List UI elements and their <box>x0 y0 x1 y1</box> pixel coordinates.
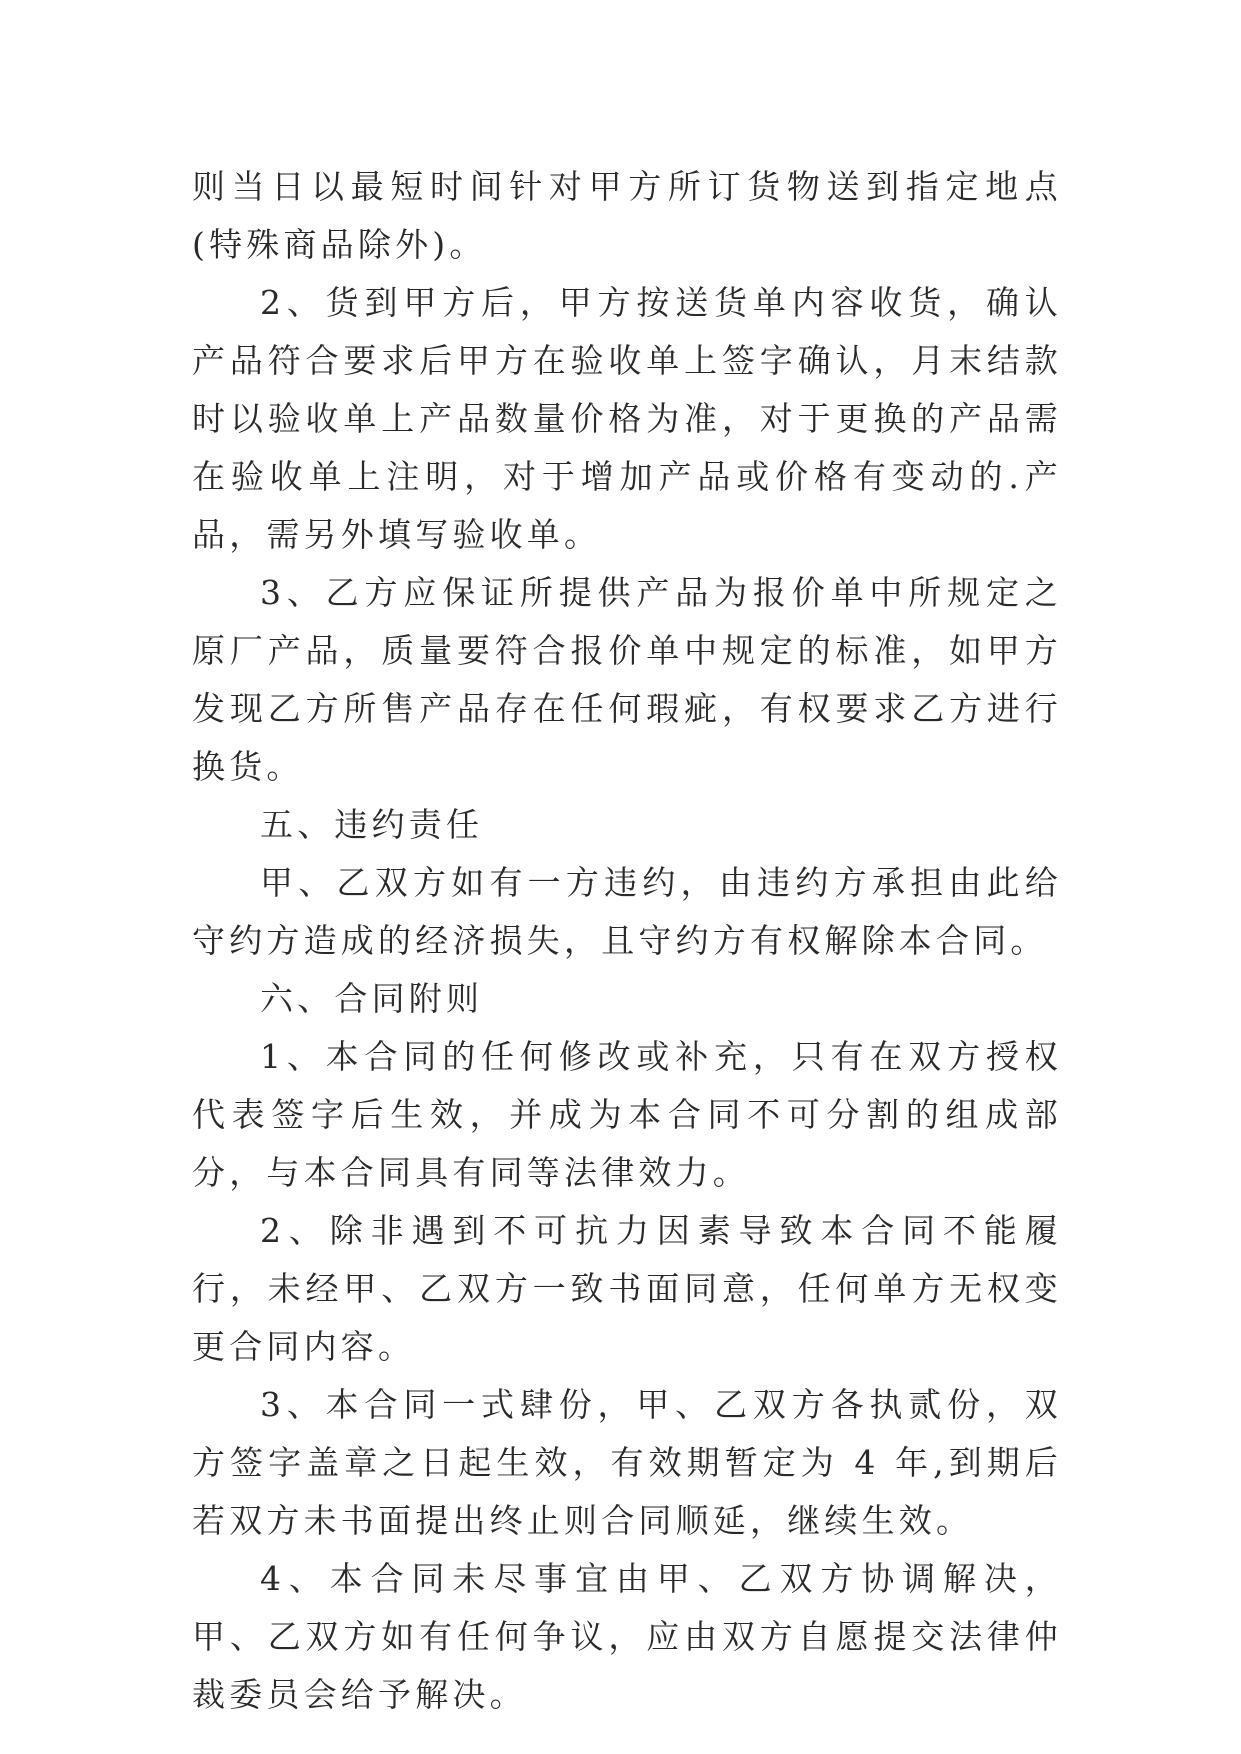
paragraph-clause-4-3: 3、乙方应保证所提供产品为报价单中所规定之原厂产品，质量要符合报价单中规定的标准，如甲方发现乙方所售产品存在任何瑕疵，有权要求乙方进行换货。 <box>192 573 1062 786</box>
document-body <box>192 158 1062 1724</box>
paragraph-clause-6-1: 1、本合同的任何修改或补充，只有在双方授权代表签字后生效，并成为本合同不可分割的组成部分，与本合同具有同等法律效力。 <box>192 1037 1062 1192</box>
paragraph-continuation: 则当日以最短时间针对甲方所订货物送到指定地点(特殊商品除外)。 <box>192 167 1062 264</box>
paragraph-clause-6-3: 3、本合同一式肆份，甲、乙双方各执贰份，双方签字盖章之日起生效，有效期暂定为 4 年,到期后若双方未书面提出终止则合同顺延，继续生效。 <box>192 1385 1062 1540</box>
paragraph-breach-liability: 甲、乙双方如有一方违约，由违约方承担由此给守约方造成的经济损失，且守约方有权解除本合同。 <box>192 863 1062 960</box>
section-heading-breach: 五、违约责任 <box>260 805 484 844</box>
paragraph-clause-4-2: 2、货到甲方后，甲方按送货单内容收货，确认产品符合要求后甲方在验收单上签字确认，月末结款时以验收单上产品数量价格为准，对于更换的产品需在验收单上注明，对于增加产品或价格有变动的.产品，需另外填写验收单。 <box>192 283 1062 554</box>
paragraph-clause-6-4: 4、本合同未尽事宜由甲、乙双方协调解决，甲、乙双方如有任何争议，应由双方自愿提交法律仲裁委员会给予解决。 <box>192 1559 1062 1714</box>
section-heading-supplementary: 六、合同附则 <box>260 979 484 1018</box>
paragraph-clause-6-2: 2、除非遇到不可抗力因素导致本合同不能履行，未经甲、乙双方一致书面同意，任何单方无权变更合同内容。 <box>192 1211 1062 1366</box>
